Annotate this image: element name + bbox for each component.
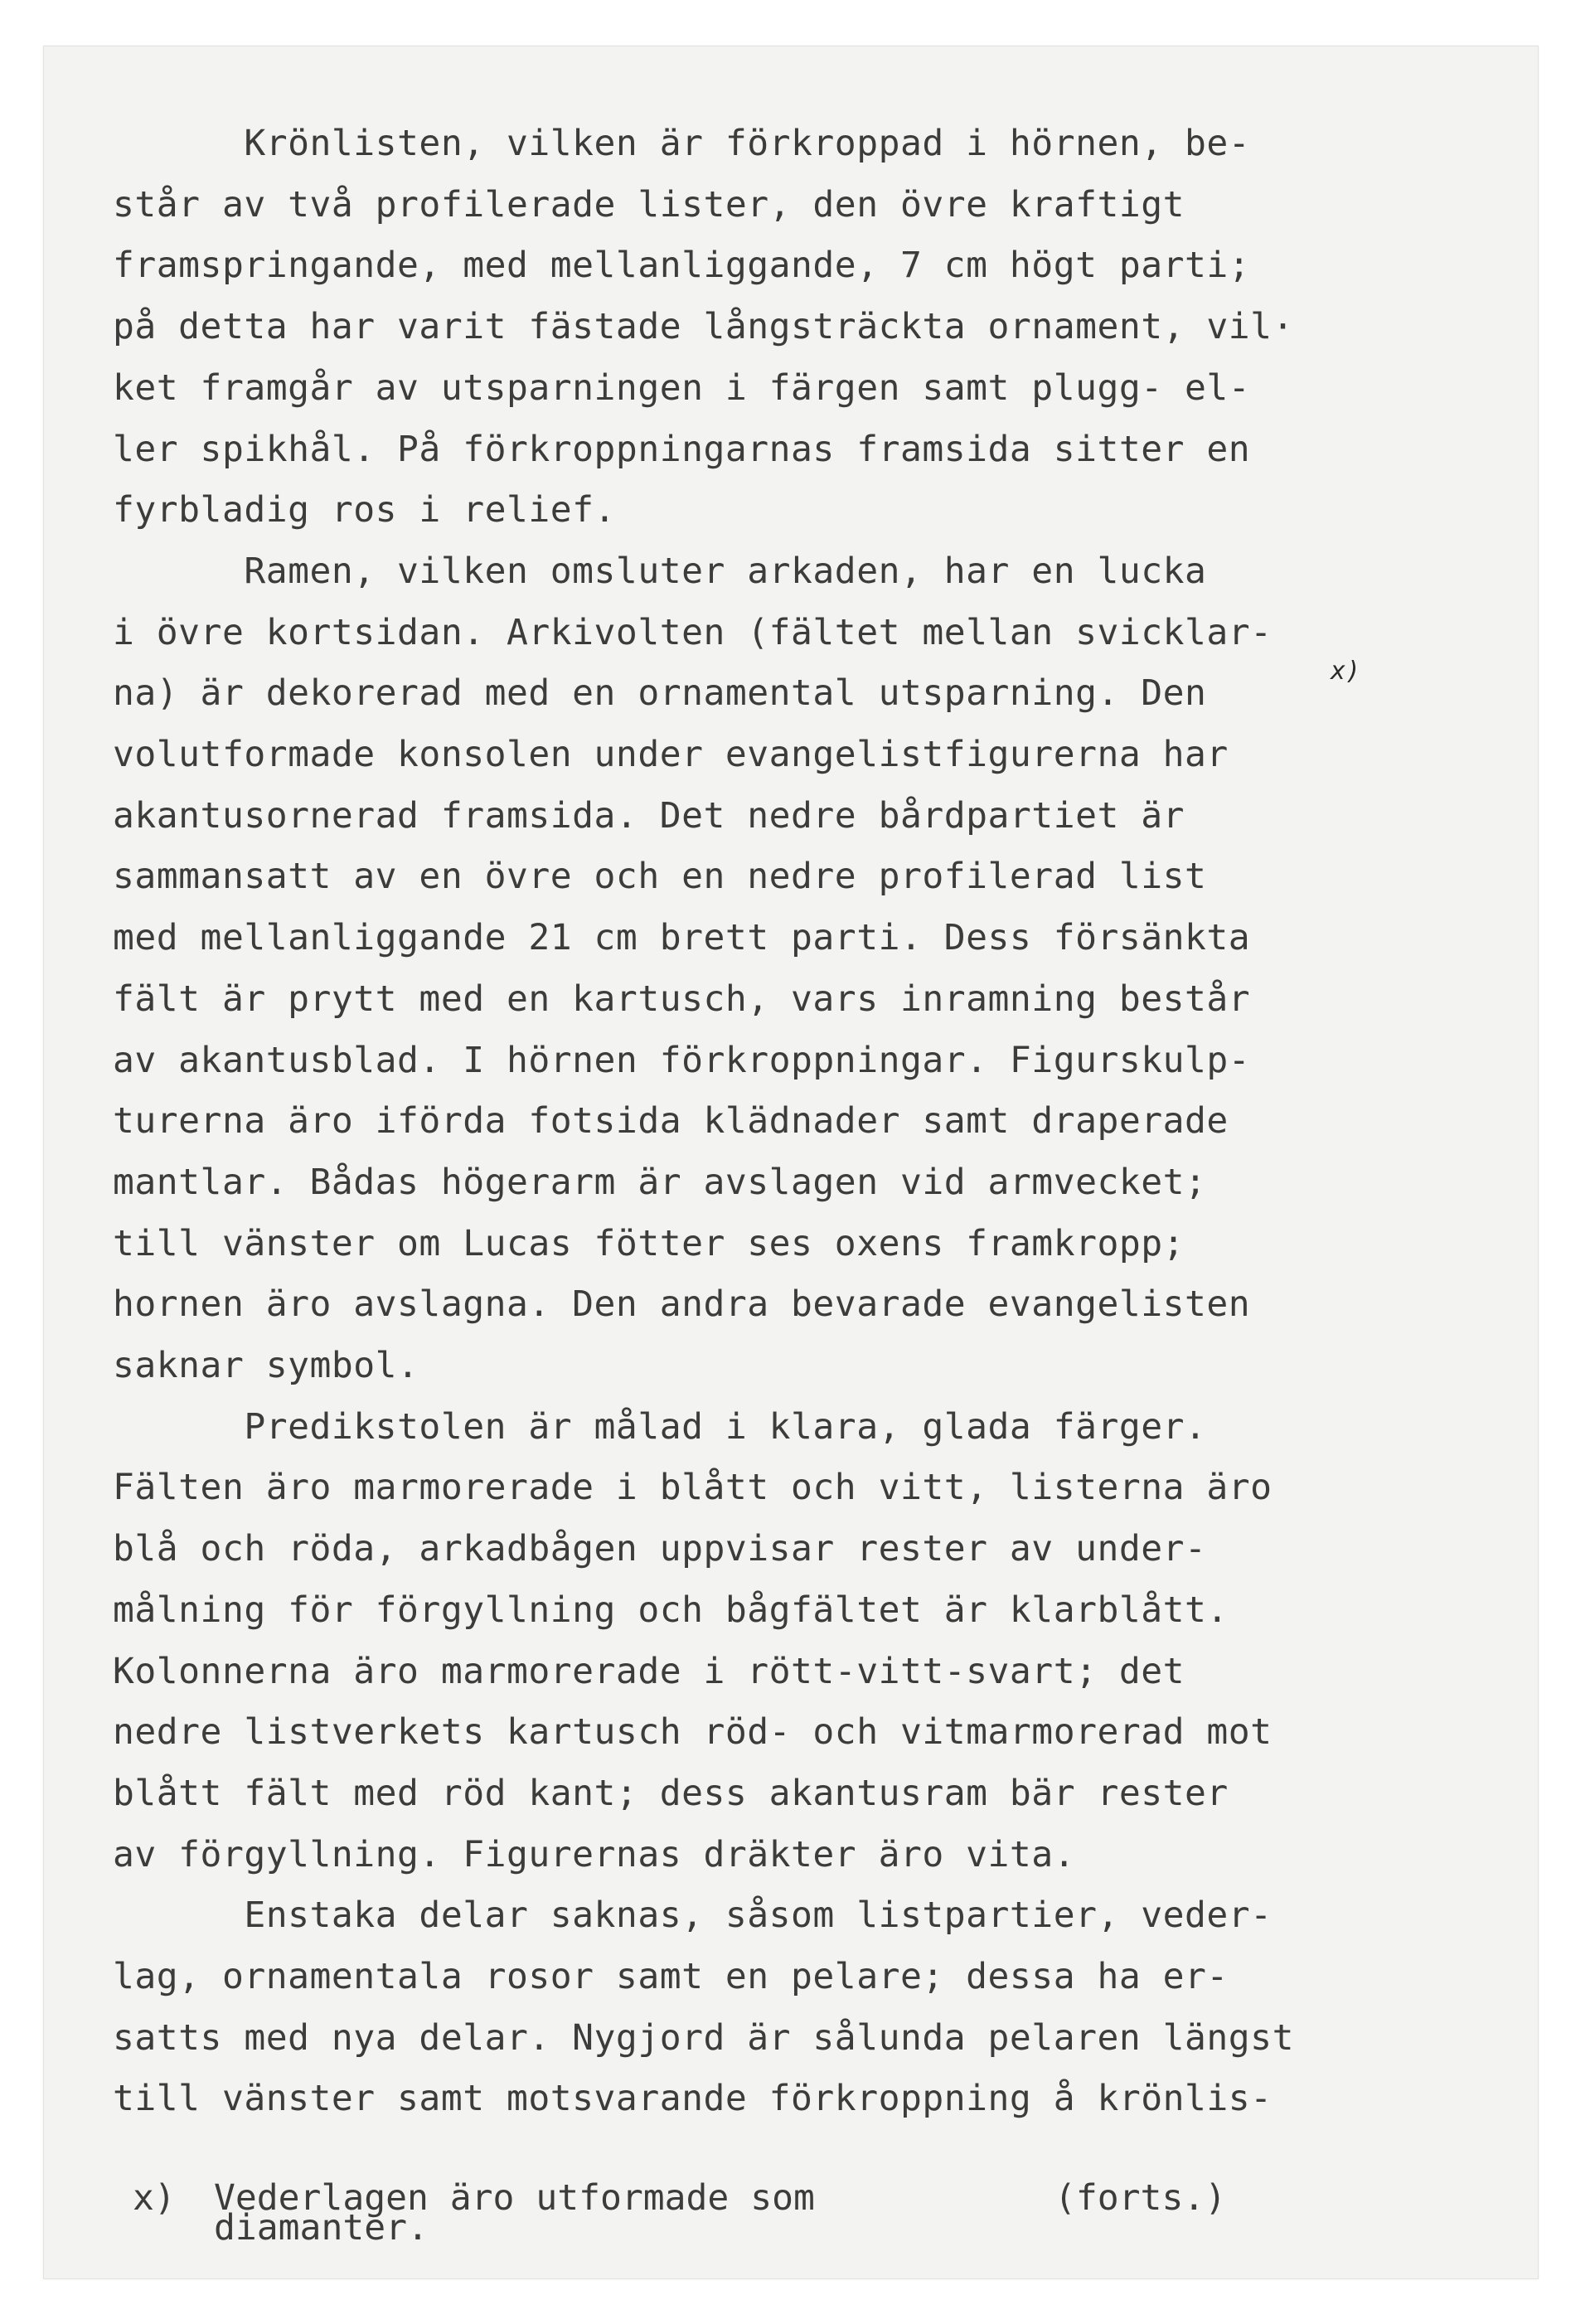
text-line: till vänster om Lucas fötter ses oxens framkropp; xyxy=(113,1222,1185,1264)
text-line: Enstaka delar saknas, såsom listpartier, veder- xyxy=(113,1895,1273,1937)
text-line: framspringande, med mellanliggande, 7 cm högt parti; xyxy=(113,245,1251,287)
text-line: nedre listverkets kartusch röd- och vitmarmorerad mot xyxy=(113,1711,1273,1754)
text-line: till vänster samt motsvarande förkroppning å krönlis- xyxy=(113,2078,1273,2120)
text-line: ler spikhål. På förkroppningarnas framsida sitter en xyxy=(113,428,1251,470)
text-line: na) är dekorerad med en ornamental utsparning. Den xyxy=(113,672,1207,715)
text-line: Fälten äro marmorerade i blått och vitt, listerna äro xyxy=(113,1467,1273,1509)
text-line: av förgyllning. Figurernas dräkter äro vita. xyxy=(113,1833,1076,1875)
text-line: Kolonnerna äro marmorerade i rött-vitt-svart; det xyxy=(113,1650,1185,1692)
text-line: ket framgår av utsparningen i färgen samt plugg- el- xyxy=(113,366,1251,409)
text-line: Ramen, vilken omsluter arkaden, har en lucka xyxy=(113,550,1207,592)
text-line: mantlar. Bådas högerarm är avslagen vid armvecket; xyxy=(113,1161,1207,1203)
text-line: Krönlisten, vilken är förkroppad i hörnen, be- xyxy=(113,123,1251,164)
text-line: blått fält med röd kant; dess akantusram bär rester xyxy=(113,1772,1229,1814)
text-line: står av två profilerade lister, den övre kraftigt xyxy=(113,183,1185,226)
text-line: i övre kortsidan. Arkivolten (fältet mellan svicklar- xyxy=(113,611,1273,653)
text-line: målning för förgyllning och bågfältet är klarblått. xyxy=(113,1589,1229,1631)
continued-note: (forts.) xyxy=(1054,2177,1227,2219)
text-line: akantusornerad framsida. Det nedre bårdpartiet är xyxy=(113,794,1185,837)
text-line: lag, ornamentala rosor samt en pelare; dessa ha er- xyxy=(113,1956,1229,1997)
text-line: satts med nya delar. Nygjord är sålunda pelaren längst xyxy=(113,2016,1294,2059)
footnote-text: Vederlagen äro utformade som xyxy=(214,2177,815,2219)
text-line: Predikstolen är målad i klara, glada färger. xyxy=(113,1405,1207,1448)
text-line: sammansatt av en övre och en nedre profilerad list xyxy=(113,856,1207,898)
text-line: fyrbladig ros i relief. xyxy=(113,489,616,531)
handwritten-insertion-mark: x) xyxy=(1331,657,1361,686)
text-line: fält är prytt med en kartusch, vars inramning består xyxy=(113,978,1251,1020)
text-line: av akantusblad. I hörnen förkroppningar. Figurskulp- xyxy=(113,1039,1251,1081)
footnote-marker: x) xyxy=(133,2177,176,2219)
text-line: turerna äro iförda fotsida klädnader samt draperade xyxy=(113,1100,1229,1143)
footnote-text-continued: diamanter. xyxy=(214,2207,429,2249)
text-line: saknar symbol. xyxy=(113,1345,419,1386)
text-line: blå och röda, arkadbågen uppvisar rester av under- xyxy=(113,1528,1207,1570)
text-line: hornen äro avslagna. Den andra bevarade evangelisten xyxy=(113,1283,1251,1326)
text-line: volutformade konsolen under evangelistfigurerna har xyxy=(113,734,1229,775)
text-line: på detta har varit fästade långsträckta ornament, vil· xyxy=(113,306,1294,348)
text-line: med mellanliggande 21 cm brett parti. Dess försänkta xyxy=(113,917,1251,959)
